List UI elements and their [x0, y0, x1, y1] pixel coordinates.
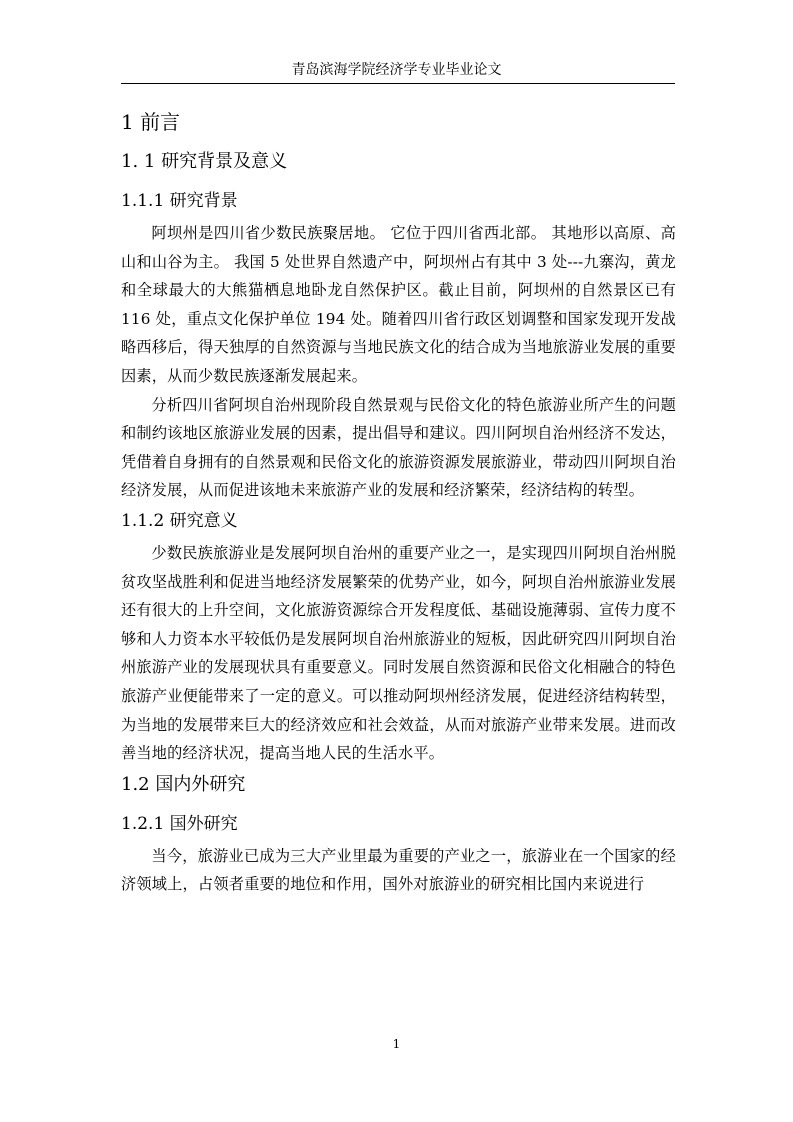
heading-background-significance: 1. 1 研究背景及意义	[121, 151, 288, 172]
heading-foreign-research: 1.2.1 国外研究	[121, 813, 238, 834]
page-body	[121, 100, 676, 899]
running-header: 青岛滨海学院经济学专业毕业论文	[291, 62, 502, 78]
heading-research-background: 1.1.1 研究背景	[121, 191, 238, 211]
heading-domestic-foreign-research: 1.2 国内外研究	[121, 773, 246, 795]
heading-research-significance: 1.1.2 研究意义	[121, 510, 238, 531]
paragraph-background-2: 分析四川省阿坝自治州现阶段自然景观与民俗文化的特色旅游业所产生的问题和制约该地区旅游业发展的因素，提出倡导和建议。四川阿坝自治州经济不发达，凭借着自身拥有的自然景观和民俗文化的旅游资源发展旅游业，带动四川阿坝自治经济发展，从而促进该地未来旅游产业的发展和经济繁荣，经济结构的转型。	[121, 395, 676, 500]
paragraph-significance: 少数民族旅游业是发展阿坝自治州的重要产业之一，是实现四川阿坝自治州脱贫攻坚战胜利和促进当地经济发展繁荣的优势产业，如今，阿坝自治州旅游业发展还有很大的上升空间，文化旅游资源综合开发程度低、基础设施薄弱、宣传力度不够和人力资本水平较低仍是发展阿坝自治州旅游业的短板，因此研究四川阿坝自治州旅游产业的发展现状具有重要意义。同时发展自然资源和民俗文化相融合的特色旅游产业便能带来了一定的意义。可以推动阿坝州经济发展，促进经济结构转型，为当地的发展带来巨大的经济效应和社会效益，从而对旅游产业带来发展。进而改善当地的经济状况，提高当地人民的生活水平。	[121, 543, 676, 763]
paragraph-foreign-research: 当今，旅游业已成为三大产业里最为重要的产业之一，旅游业在一个国家的经济领域上，占领者重要的地位和作用，国外对旅游业的研究相比国内来说进行	[121, 846, 676, 894]
page-number: 1	[392, 1037, 401, 1051]
heading-introduction: 1 前言	[121, 110, 181, 134]
header-divider	[121, 83, 675, 84]
paragraph-background-1: 阿坝州是四川省少数民族聚居地。 它位于四川省西北部。 其地形以高原、高山和山谷为主。 我国 5 处世界自然遗产中，阿坝州占有其中 3 处---九寨沟，黄龙和全球最大的大熊猫栖息地卧龙自然保护区。截止目前，阿坝州的自然景区已有 116 处，重点文化保护单位 194 处。随着四川省行政区划调整和国家发现开发战略西移后，得天独厚的自然资源与当地民族文化的结合成为当地旅游业发展的重要因素，从而少数民族逐渐发展起来。	[121, 224, 676, 385]
